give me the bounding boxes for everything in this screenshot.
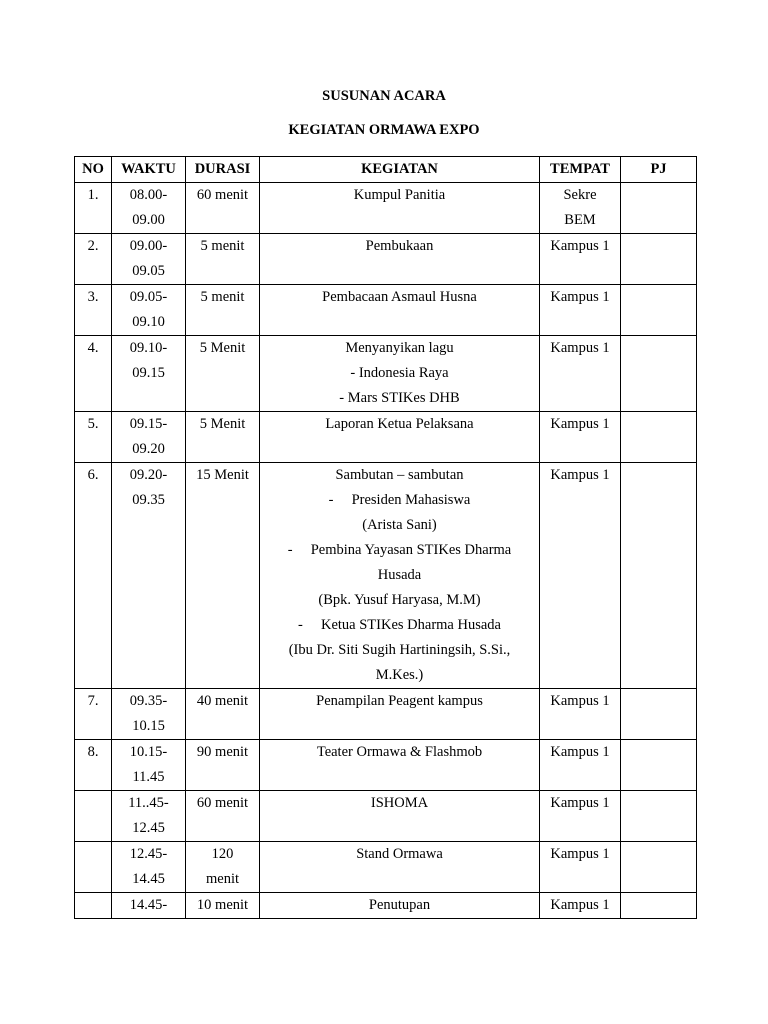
cell-durasi [186, 842, 260, 893]
cell-waktu [112, 791, 186, 842]
cell-kegiatan [260, 740, 540, 791]
cell-no [75, 183, 112, 234]
document-title: SUSUNAN ACARA [322, 88, 446, 104]
kegiatan-line: Menyanyikan lagu [345, 340, 454, 356]
waktu-line: 14.45- [129, 897, 168, 913]
waktu-line: 11.45 [132, 769, 165, 785]
cell-pj [621, 183, 697, 234]
pj-value [621, 234, 696, 259]
no-value: 5. [87, 416, 99, 432]
pj-value [621, 689, 696, 714]
cell-tempat [540, 791, 621, 842]
waktu-line: 08.00- [129, 187, 168, 203]
tempat-line: Kampus 1 [550, 744, 610, 760]
cell-tempat [540, 412, 621, 463]
pj-value [621, 791, 696, 816]
kegiatan-line: Sambutan – sambutan [335, 467, 464, 483]
pj-value [621, 336, 696, 361]
tempat-line: Kampus 1 [550, 289, 610, 305]
kegiatan-line: Laporan Ketua Pelaksana [325, 416, 474, 432]
kegiatan-line: - Ketua STIKes Dharma Husada [298, 617, 501, 633]
cell-no [75, 842, 112, 893]
waktu-line: 09.10 [132, 314, 165, 330]
no-value: 2. [87, 238, 99, 254]
cell-waktu [112, 463, 186, 689]
no-value: 1. [87, 187, 99, 203]
kegiatan-line: M.Kes.) [375, 667, 424, 683]
durasi-line: 5 Menit [199, 416, 246, 432]
cell-kegiatan [260, 285, 540, 336]
no-value [75, 791, 111, 816]
cell-durasi [186, 463, 260, 689]
schedule-table [74, 156, 697, 919]
durasi-line: 90 menit [196, 744, 249, 760]
waktu-line: 12.45 [132, 820, 165, 836]
cell-tempat [540, 463, 621, 689]
cell-pj [621, 791, 697, 842]
table-row [75, 183, 697, 234]
durasi-line: 5 Menit [199, 340, 246, 356]
document-subtitle: KEGIATAN ORMAWA EXPO [288, 122, 480, 138]
table-row [75, 689, 697, 740]
waktu-line: 10.15- [129, 744, 168, 760]
waktu-line: 14.45 [132, 871, 165, 887]
header-no: NO [75, 157, 112, 183]
table-row [75, 893, 697, 919]
pj-value [621, 740, 696, 765]
cell-kegiatan [260, 842, 540, 893]
cell-waktu [112, 285, 186, 336]
durasi-line: 60 menit [196, 795, 249, 811]
cell-durasi [186, 234, 260, 285]
cell-pj [621, 689, 697, 740]
cell-waktu [112, 842, 186, 893]
tempat-line: Kampus 1 [550, 846, 610, 862]
cell-kegiatan [260, 893, 540, 919]
cell-tempat [540, 183, 621, 234]
kegiatan-line: (Bpk. Yusuf Haryasa, M.M) [318, 592, 481, 608]
cell-pj [621, 463, 697, 689]
waktu-line: 10.15 [132, 718, 165, 734]
kegiatan-line: (Ibu Dr. Siti Sugih Hartiningsih, S.Si., [288, 642, 511, 658]
pj-value [621, 842, 696, 867]
waktu-line: 09.20 [132, 441, 165, 457]
no-value: 7. [87, 693, 99, 709]
cell-tempat [540, 740, 621, 791]
pj-value [621, 463, 696, 488]
cell-no [75, 689, 112, 740]
durasi-line: 60 menit [196, 187, 249, 203]
cell-tempat [540, 893, 621, 919]
kegiatan-line: - Presiden Mahasiswa [328, 492, 471, 508]
pj-value [621, 285, 696, 310]
cell-waktu [112, 183, 186, 234]
cell-kegiatan [260, 336, 540, 412]
waktu-line: 09.15- [129, 416, 168, 432]
kegiatan-line: (Arista Sani) [362, 517, 437, 533]
no-value: 4. [87, 340, 99, 356]
cell-durasi [186, 893, 260, 919]
tempat-line: Kampus 1 [550, 897, 610, 913]
waktu-line: 09.00- [129, 238, 168, 254]
cell-kegiatan [260, 463, 540, 689]
durasi-line: 10 menit [196, 897, 249, 913]
cell-kegiatan [260, 791, 540, 842]
cell-durasi [186, 689, 260, 740]
waktu-line: 09.10- [129, 340, 168, 356]
cell-no [75, 893, 112, 919]
table-row [75, 234, 697, 285]
cell-durasi [186, 740, 260, 791]
cell-pj [621, 285, 697, 336]
cell-kegiatan [260, 183, 540, 234]
table-row [75, 463, 697, 689]
tempat-line: Kampus 1 [550, 238, 610, 254]
table-row [75, 791, 697, 842]
cell-durasi [186, 791, 260, 842]
cell-pj [621, 740, 697, 791]
cell-durasi [186, 336, 260, 412]
cell-kegiatan [260, 689, 540, 740]
cell-tempat [540, 234, 621, 285]
table-row [75, 336, 697, 412]
tempat-line: Kampus 1 [550, 693, 610, 709]
cell-durasi [186, 183, 260, 234]
no-value: 6. [87, 467, 99, 483]
cell-waktu [112, 336, 186, 412]
durasi-line: 15 Menit [196, 467, 249, 483]
tempat-line: Sekre [563, 187, 597, 203]
cell-kegiatan [260, 234, 540, 285]
kegiatan-line: Husada [377, 567, 422, 583]
waktu-line: 09.20- [129, 467, 168, 483]
table-row [75, 412, 697, 463]
header-kegiatan: KEGIATAN [260, 157, 540, 183]
kegiatan-line: Pembukaan [365, 238, 434, 254]
waktu-line: 09.15 [132, 365, 165, 381]
kegiatan-line: Teater Ormawa & Flashmob [316, 744, 483, 760]
header-tempat: TEMPAT [540, 157, 621, 183]
cell-tempat [540, 285, 621, 336]
kegiatan-line: Kumpul Panitia [353, 187, 446, 203]
pj-value [621, 183, 696, 208]
cell-waktu [112, 893, 186, 919]
no-value: 3. [87, 289, 99, 305]
cell-pj [621, 842, 697, 893]
durasi-line: menit [205, 871, 240, 887]
cell-no [75, 791, 112, 842]
durasi-line: 5 menit [200, 289, 245, 305]
cell-pj [621, 412, 697, 463]
cell-waktu [112, 740, 186, 791]
kegiatan-line: Penampilan Peagent kampus [316, 693, 483, 709]
cell-durasi [186, 285, 260, 336]
tempat-line: Kampus 1 [550, 467, 610, 483]
header-waktu: WAKTU [112, 157, 186, 183]
pj-value [621, 412, 696, 437]
durasi-line: 120 [211, 846, 234, 862]
waktu-line: 09.35- [129, 693, 168, 709]
waktu-line: 12.45- [129, 846, 168, 862]
no-value: 8. [87, 744, 99, 760]
cell-pj [621, 336, 697, 412]
kegiatan-line: Pembacaan Asmaul Husna [322, 289, 477, 305]
no-value [75, 893, 111, 918]
waktu-line: 09.35 [132, 492, 165, 508]
tempat-line: Kampus 1 [550, 416, 610, 432]
pj-value [621, 893, 696, 918]
cell-no [75, 740, 112, 791]
table-header-row [75, 157, 697, 183]
cell-no [75, 463, 112, 689]
cell-pj [621, 234, 697, 285]
kegiatan-line: Stand Ormawa [356, 846, 443, 862]
cell-tempat [540, 842, 621, 893]
cell-waktu [112, 689, 186, 740]
schedule-body [75, 183, 697, 919]
table-row [75, 842, 697, 893]
cell-no [75, 336, 112, 412]
header-pj: PJ [621, 157, 697, 183]
no-value [75, 842, 111, 867]
table-row [75, 740, 697, 791]
cell-durasi [186, 412, 260, 463]
cell-tempat [540, 336, 621, 412]
durasi-line: 40 menit [196, 693, 249, 709]
waktu-line: 11..45- [128, 795, 169, 811]
cell-waktu [112, 234, 186, 285]
cell-no [75, 412, 112, 463]
tempat-line: BEM [564, 212, 596, 228]
cell-pj [621, 893, 697, 919]
kegiatan-line: - Pembina Yayasan STIKes Dharma [287, 542, 512, 558]
tempat-line: Kampus 1 [550, 795, 610, 811]
durasi-line: 5 menit [200, 238, 245, 254]
kegiatan-line: ISHOMA [370, 795, 429, 811]
cell-kegiatan [260, 412, 540, 463]
header-durasi: DURASI [186, 157, 260, 183]
cell-no [75, 285, 112, 336]
waktu-line: 09.05 [132, 263, 165, 279]
kegiatan-line: - Indonesia Raya [350, 365, 449, 381]
kegiatan-line: - Mars STIKes DHB [339, 390, 460, 406]
cell-tempat [540, 689, 621, 740]
waktu-line: 09.05- [129, 289, 168, 305]
cell-waktu [112, 412, 186, 463]
waktu-line: 09.00 [132, 212, 165, 228]
table-row [75, 285, 697, 336]
tempat-line: Kampus 1 [550, 340, 610, 356]
cell-no [75, 234, 112, 285]
kegiatan-line: Penutupan [368, 897, 431, 913]
